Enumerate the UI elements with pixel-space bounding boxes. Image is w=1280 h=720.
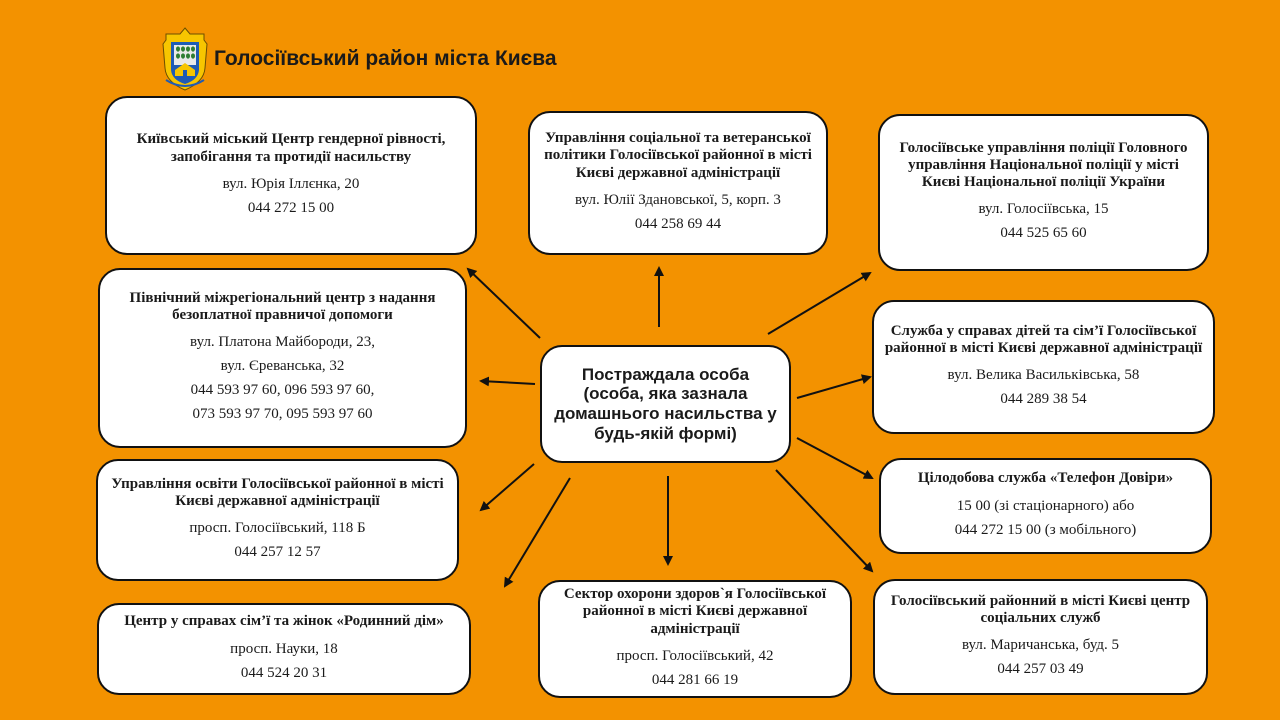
arrow-to-family-center (505, 478, 570, 586)
node-social-services-center (873, 579, 1208, 695)
page-title: Голосіївський район міста Києва (214, 47, 557, 70)
node-phone: 044 593 97 60, 096 593 97 60, (190, 382, 375, 399)
node-social-policy-department (528, 111, 828, 255)
node-phone: 044 272 15 00 (з мобільного) (954, 521, 1137, 538)
node-name: Голосіївський районний в місті Києві центр соціальних служб (890, 592, 1191, 626)
node-address: вул. Маричанська, буд. 5 (961, 637, 1120, 654)
node-education-department (96, 459, 459, 581)
node-address: вул. Велика Васильківська, 58 (947, 367, 1140, 384)
node-address: вул. Юлії Здановської, 5, корп. 3 (575, 191, 781, 208)
node-name: Північний міжрегіональний центр з надання безоплатної правничої допомоги (129, 289, 436, 323)
header (160, 26, 557, 92)
node-phone: 044 289 38 54 (1000, 391, 1087, 408)
node-address: вул. Платона Майбороди, 23, (190, 334, 375, 351)
center-node-victim (540, 345, 791, 463)
node-name: Голосіївське управління поліції Головного управління Національної поліції у місті Києві Національної поліції України (899, 139, 1188, 191)
node-address: просп. Голосіївський, 42 (616, 647, 774, 664)
node-police-department (878, 114, 1209, 271)
node-gender-equality-center (105, 96, 477, 255)
node-address: вул. Голосіївська, 15 (978, 201, 1109, 218)
node-family-center (97, 603, 471, 695)
arrow-to-social-services-center (776, 470, 872, 571)
node-phone: 044 524 20 31 (240, 664, 328, 681)
node-address: просп. Науки, 18 (230, 640, 338, 657)
node-name: Управління соціальної та ветеранської політики Голосіївської районної в місті Києві державної адміністрації (544, 130, 812, 181)
node-phone: 044 257 12 57 (234, 544, 321, 561)
node-name: Управління освіти Голосіївської районної в місті Києві державної адміністрації (111, 475, 444, 509)
arrow-to-gender-center (468, 269, 540, 338)
arrow-to-police-department (768, 273, 870, 334)
node-phone: 15 00 (зі стаціонарного) або (956, 497, 1135, 514)
arrow-to-children-service (797, 377, 870, 398)
node-name: Служба у справах дітей та сім’ї Голосіївської районної в місті Києві державної адміністрації (884, 322, 1203, 356)
node-phone: 044 525 65 60 (1000, 225, 1087, 242)
node-phone: 044 272 15 00 (247, 199, 335, 216)
node-phone: 044 257 03 49 (997, 661, 1084, 678)
node-phone: 044 281 66 19 (651, 671, 739, 688)
node-phone: 073 593 97 70, 095 593 97 60 (192, 406, 373, 423)
node-children-family-service (872, 300, 1215, 434)
arrow-to-trust-hotline (797, 438, 872, 478)
node-address: просп. Голосіївський, 118 Б (189, 520, 366, 537)
node-address: вул. Єреванська, 32 (220, 358, 345, 375)
node-health-sector (538, 580, 852, 698)
node-trust-hotline (879, 458, 1212, 554)
arrow-to-legal-aid-center (481, 381, 535, 384)
district-coat-of-arms-icon (160, 26, 210, 92)
node-name: Київський міський Центр гендерної рівності, запобігання та протидії насильству (136, 131, 446, 165)
center-node-label: Постраждала особа (особа, яка зазнала домашнього насильства у будь-якій формі) (554, 364, 777, 443)
arrow-to-education-department (481, 464, 534, 510)
node-name: Сектор охорони здоров`я Голосіївської районної в місті Києві державної адміністрації (563, 586, 827, 637)
node-legal-aid-center (98, 268, 467, 448)
node-address: вул. Юрія Іллєнка, 20 (222, 175, 360, 192)
node-phone: 044 258 69 44 (634, 215, 722, 232)
node-name: Центр у справах сім’ї та жінок «Родинний дім» (124, 613, 444, 630)
node-name: Цілодобова служба «Телефон Довіри» (917, 470, 1174, 487)
